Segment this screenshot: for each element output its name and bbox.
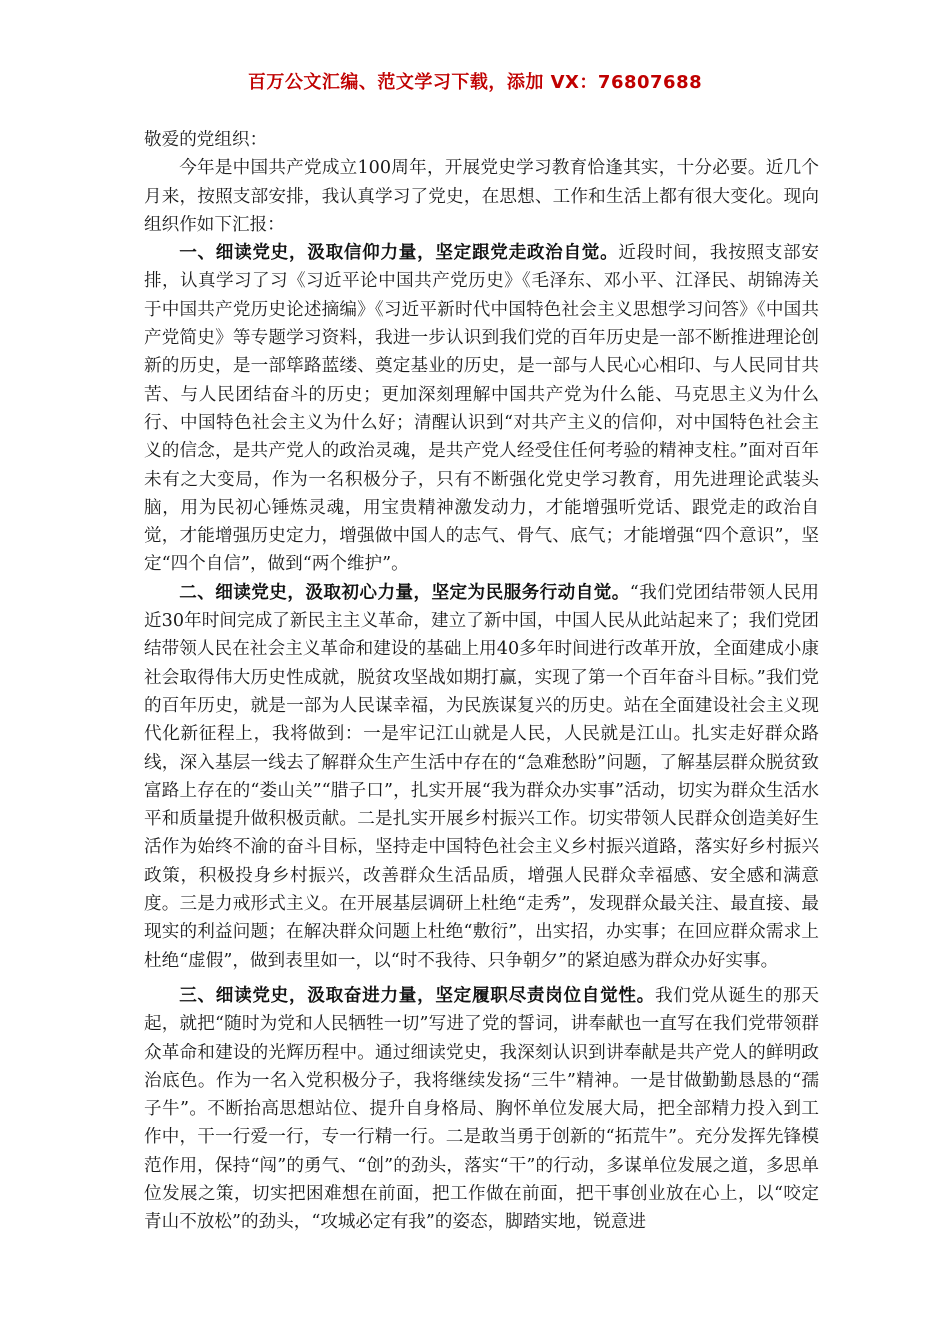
section-3-body: 我们党从诞生的那天起，就把“随时为党和人民牺牲一切”写进了党的誓词，讲奉献也一直写在我们党带领群众革命和建设的光辉历程中。通过细读党史，我深刻认识到讲奉献是共产党人的鲜明政治底色。作为一名入党积极分子，我将继续发扬“三牛”精神。一是甘做勤勤恳恳的“孺子牛”。不断抬高思想站位、提升自身格局、胸怀单位发展大局，把全部精力投入到工作中，干一行爱一行，专一行精一行。二是敢当勇于创新的“拓荒牛”。充分发挥先锋模范作用，保持“闯”的勇气、“创”的劲头，落实“干”的行动，多谋单位发展之道，多思单位发展之策，切实把困难想在前面，把工作做在前面，把干事创业放在心上，以“咬定青山不放松”的劲头，“攻城必定有我”的姿态，脚踏实地，锐意进 xyxy=(144,985,819,1233)
section-2-heading: 二、细读党史，汲取初心力量，坚定为民服务行动自觉。 xyxy=(179,581,630,603)
document-body xyxy=(144,126,819,1237)
salutation: 敬爱的党组织： xyxy=(144,130,268,150)
intro-paragraph: 今年是中国共产党成立100周年，开展党史学习教育恰逢其实，十分必要。近几个月来，按照支部安排，我认真学习了党史，在思想、工作和生活上都有很大变化。现向组织作如下汇报： xyxy=(144,158,819,235)
section-3-heading: 三、细读党史，汲取奋进力量，坚定履职尽责岗位自觉性。 xyxy=(179,984,655,1006)
section-2-paragraph xyxy=(144,579,819,975)
section-2-body: “我们党团结带领人民用近30年时间完成了新民主主义革命，建立了新中国，中国人民从此站起来了；我们党团结带领人民在社会主义革命和建设的基础上用40多年时间进行改革开放，全面建成小康社会取得伟大历史性成就，脱贫攻坚战如期打赢，实现了第一个百年奋斗目标。”我们党的百年历史，就是一部为人民谋幸福，为民族谋复兴的历史。站在全面建设社会主义现代化新征程上，我将做到：一是牢记江山就是人民，人民就是江山。扎实走好群众路线，深入基层一线去了解群众生产生活中存在的“急难愁盼”问题，了解基层群众脱贫致富路上存在的“娄山关”“腊子口”，扎实开展“我为群众办实事”活动，切实为群众生活水平和质量提升做积极贡献。二是扎实开展乡村振兴工作。切实带领人民群众创造美好生活作为始终不渝的奋斗目标，坚持走中国特色社会主义乡村振兴道路，落实好乡村振兴政策，积极投身乡村振兴，改善群众生活品质，增强人民群众幸福感、安全感和满意度。三是力戒形式主义。在开展基层调研上杜绝“走秀”，发现群众最关注、最直接、最现实的利益问题；在解决群众问题上杜绝“敷衍”，出实招，办实事；在回应群众需求上杜绝“虚假”，做到表里如一，以“时不我待、只争朝夕”的紧迫感为群众办好实事。 xyxy=(144,582,819,971)
section-3-paragraph xyxy=(144,982,819,1237)
watermark-banner: 百万公文汇编、范文学习下载，添加 VX：76807688 xyxy=(247,72,703,93)
section-1-paragraph xyxy=(144,239,819,579)
section-1-heading: 一、细读党史，汲取信仰力量，坚定跟党走政治自觉。 xyxy=(179,242,619,264)
section-1-body: 近段时间，我按照支部安排，认真学习了习《习近平论中国共产党历史》《毛泽东、邓小平、江泽民、胡锦涛关于中国共产党历史论述摘编》《习近平新时代中国特色社会主义思想学习问答》《中国共产党简史》等专题学习资料，我进一步认识到我们党的百年历史是一部不断推进理论创新的历史，是一部筚路蓝缕、奠定基业的历史，是一部与人民心心相印、与人民同甘共苦、与人民团结奋斗的历史；更加深刻理解中国共产党为什么能、马克思主义为什么行、中国特色社会主义为什么好；清醒认识到“对共产主义的信仰，对中国特色社会主义的信念，是共产党人的政治灵魂，是共产党人经受住任何考验的精神支柱。”面对百年未有之大变局，作为一名积极分子，只有不断强化党史学习教育，用先进理论武装头脑，用为民初心锤炼灵魂，用宝贵精神激发动力，才能增强听党话、跟党走的政治自觉，才能增强历史定力，增强做中国人的志气、骨气、底气；才能增强“四个意识”，坚定“四个自信”，做到“两个维护”。 xyxy=(144,243,819,575)
